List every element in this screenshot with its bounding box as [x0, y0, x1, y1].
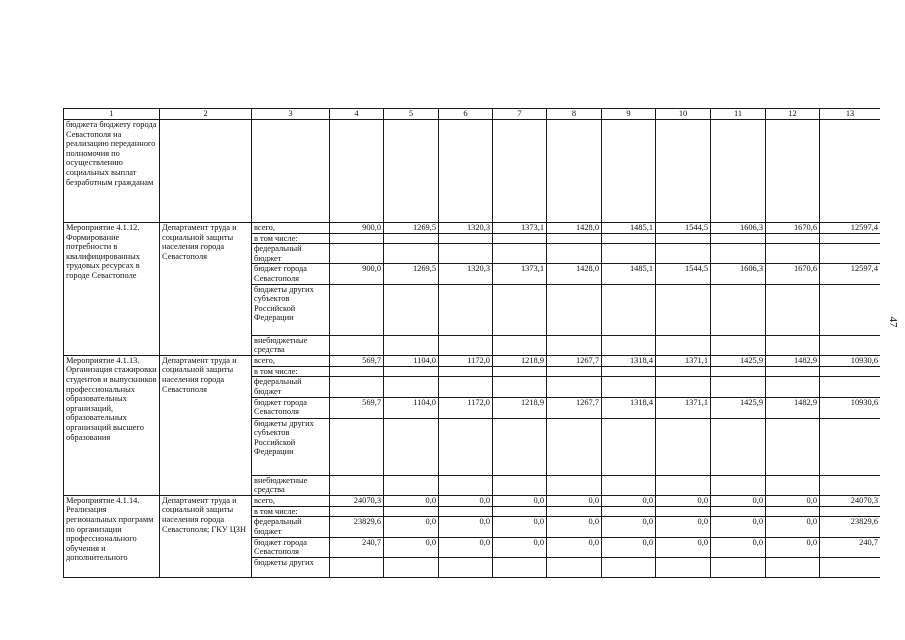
value-cell [439, 244, 493, 264]
value-cell: 1371,1 [656, 397, 711, 418]
value-cell: 1269,5 [384, 264, 439, 284]
value-cell [330, 366, 384, 377]
measure-title: Мероприятие 4.1.13. Организация стажировки студентов и выпускников профессиональных образовательных организаций, образовательных организаций высшего образования [64, 355, 160, 495]
value-cell: 240,7 [820, 537, 881, 557]
value-cell: 0,0 [602, 537, 656, 557]
value-cell [330, 233, 384, 244]
value-cell [711, 557, 766, 577]
budget-table [63, 108, 880, 578]
value-cell [384, 475, 439, 495]
value-cell: 0,0 [493, 517, 547, 537]
value-cell [820, 418, 881, 475]
value-cell [493, 335, 547, 355]
funding-source: всего, [252, 495, 330, 506]
table-row [64, 355, 881, 366]
value-cell [766, 366, 820, 377]
value-cell [493, 506, 547, 517]
page-number: 47 [887, 316, 899, 328]
value-cell [547, 244, 602, 264]
value-cell [330, 418, 384, 475]
value-cell: 1606,3 [711, 264, 766, 284]
value-cell [820, 377, 881, 397]
value-cell: 0,0 [439, 517, 493, 537]
header-cell: 4 [330, 109, 384, 120]
value-cell: 569,7 [330, 397, 384, 418]
header-cell: 11 [711, 109, 766, 120]
value-cell [766, 284, 820, 335]
funding-source: бюджет города Севастополя [252, 537, 330, 557]
value-cell: 10930,6 [820, 355, 881, 366]
measure-title: Мероприятие 4.1.14. Реализация региональных программ по организации профессионального обучения и дополнительного [64, 495, 160, 577]
value-cell [711, 233, 766, 244]
value-cell [439, 475, 493, 495]
value-cell: 1371,1 [656, 355, 711, 366]
value-cell: 0,0 [384, 537, 439, 557]
value-cell [330, 475, 384, 495]
value-cell [439, 506, 493, 517]
header-cell: 1 [64, 109, 160, 120]
table-row [64, 223, 881, 234]
value-cell: 1670,6 [766, 264, 820, 284]
header-cell: 9 [602, 109, 656, 120]
budget-table-sheet [63, 108, 880, 619]
funding-source: бюджет города Севастополя [252, 264, 330, 284]
value-cell: 569,7 [330, 355, 384, 366]
value-cell [439, 366, 493, 377]
value-cell [547, 335, 602, 355]
value-cell: 0,0 [711, 495, 766, 506]
header-cell: 13 [820, 109, 881, 120]
value-cell [820, 244, 881, 264]
empty-cell [384, 120, 439, 223]
value-cell: 23829,6 [330, 517, 384, 537]
value-cell: 1428,0 [547, 223, 602, 234]
value-cell [766, 418, 820, 475]
value-cell: 1425,9 [711, 397, 766, 418]
empty-cell [160, 120, 252, 223]
value-cell [493, 418, 547, 475]
value-cell [547, 366, 602, 377]
value-cell: 1172,0 [439, 355, 493, 366]
value-cell [493, 377, 547, 397]
empty-cell [602, 120, 656, 223]
value-cell: 0,0 [602, 495, 656, 506]
value-cell [602, 366, 656, 377]
value-cell: 0,0 [439, 495, 493, 506]
value-cell: 1428,0 [547, 264, 602, 284]
value-cell [384, 335, 439, 355]
value-cell [602, 335, 656, 355]
value-cell: 0,0 [547, 495, 602, 506]
value-cell: 1485,1 [602, 223, 656, 234]
value-cell: 23829,6 [820, 517, 881, 537]
value-cell [656, 244, 711, 264]
value-cell [547, 377, 602, 397]
value-cell [711, 377, 766, 397]
header-cell: 3 [252, 109, 330, 120]
value-cell [547, 418, 602, 475]
value-cell: 1172,0 [439, 397, 493, 418]
value-cell: 0,0 [493, 537, 547, 557]
funding-source: в том числе: [252, 233, 330, 244]
value-cell [602, 377, 656, 397]
value-cell [766, 335, 820, 355]
value-cell [384, 366, 439, 377]
funding-source: в том числе: [252, 366, 330, 377]
value-cell: 24070,3 [330, 495, 384, 506]
value-cell [602, 418, 656, 475]
funding-source: бюджет города Севастополя [252, 397, 330, 418]
value-cell: 0,0 [547, 517, 602, 537]
table-row [64, 120, 881, 223]
value-cell: 0,0 [766, 495, 820, 506]
value-cell: 1482,9 [766, 397, 820, 418]
value-cell: 1104,0 [384, 397, 439, 418]
value-cell: 1104,0 [384, 355, 439, 366]
value-cell: 1318,4 [602, 397, 656, 418]
value-cell: 1425,9 [711, 355, 766, 366]
value-cell [766, 244, 820, 264]
value-cell [711, 506, 766, 517]
measure-executor: Департамент труда и социальной защиты населения города Севастополя; ГКУ ЦЗН [160, 495, 252, 577]
value-cell [656, 418, 711, 475]
value-cell [439, 233, 493, 244]
value-cell [439, 557, 493, 577]
value-cell [711, 244, 766, 264]
value-cell [820, 284, 881, 335]
value-cell: 1267,7 [547, 397, 602, 418]
value-cell [656, 506, 711, 517]
value-cell [493, 366, 547, 377]
value-cell: 0,0 [384, 495, 439, 506]
value-cell [602, 284, 656, 335]
value-cell [384, 284, 439, 335]
value-cell [439, 335, 493, 355]
value-cell [493, 233, 547, 244]
value-cell: 1218,9 [493, 355, 547, 366]
header-cell: 8 [547, 109, 602, 120]
value-cell [547, 284, 602, 335]
empty-cell [493, 120, 547, 223]
funding-source: внебюджетные средства [252, 335, 330, 355]
value-cell [820, 335, 881, 355]
value-cell [820, 506, 881, 517]
value-cell: 0,0 [656, 517, 711, 537]
value-cell: 900,0 [330, 264, 384, 284]
value-cell: 0,0 [384, 517, 439, 537]
table-row [64, 495, 881, 506]
intro-text-cell: бюджета бюджету города Севастополя на реализацию переданного полномочия по осуществлению социальных выплат безработным гражданам [64, 120, 160, 223]
value-cell: 0,0 [711, 517, 766, 537]
header-cell: 6 [439, 109, 493, 120]
value-cell: 1670,6 [766, 223, 820, 234]
value-cell [656, 557, 711, 577]
value-cell [330, 284, 384, 335]
value-cell [384, 506, 439, 517]
measure-executor: Департамент труда и социальной защиты населения города Севастополя [160, 355, 252, 495]
value-cell [493, 244, 547, 264]
value-cell: 0,0 [766, 517, 820, 537]
value-cell: 0,0 [493, 495, 547, 506]
empty-cell [547, 120, 602, 223]
funding-source: федеральный бюджет [252, 377, 330, 397]
value-cell [602, 233, 656, 244]
value-cell [330, 377, 384, 397]
value-cell: 0,0 [656, 495, 711, 506]
value-cell [602, 557, 656, 577]
value-cell: 240,7 [330, 537, 384, 557]
funding-source: федеральный бюджет [252, 517, 330, 537]
value-cell: 0,0 [766, 537, 820, 557]
value-cell [330, 244, 384, 264]
value-cell [656, 377, 711, 397]
empty-cell [252, 120, 330, 223]
value-cell [330, 557, 384, 577]
empty-cell [330, 120, 384, 223]
value-cell [547, 233, 602, 244]
value-cell: 1482,9 [766, 355, 820, 366]
value-cell: 12597,4 [820, 223, 881, 234]
value-cell [820, 366, 881, 377]
value-cell: 0,0 [547, 537, 602, 557]
value-cell [711, 366, 766, 377]
value-cell [656, 335, 711, 355]
value-cell [820, 557, 881, 577]
value-cell [602, 475, 656, 495]
value-cell [384, 418, 439, 475]
value-cell: 1544,5 [656, 264, 711, 284]
value-cell: 0,0 [439, 537, 493, 557]
value-cell: 1320,3 [439, 264, 493, 284]
value-cell [711, 284, 766, 335]
value-cell [820, 475, 881, 495]
funding-source: федеральный бюджет [252, 244, 330, 264]
value-cell [711, 335, 766, 355]
header-cell: 2 [160, 109, 252, 120]
value-cell [439, 284, 493, 335]
value-cell: 1267,7 [547, 355, 602, 366]
empty-cell [439, 120, 493, 223]
value-cell [384, 377, 439, 397]
value-cell: 0,0 [656, 537, 711, 557]
header-cell: 7 [493, 109, 547, 120]
value-cell: 1485,1 [602, 264, 656, 284]
funding-source: бюджеты других [252, 557, 330, 577]
value-cell [330, 506, 384, 517]
value-cell: 1373,1 [493, 223, 547, 234]
value-cell: 1320,3 [439, 223, 493, 234]
value-cell [384, 233, 439, 244]
value-cell [493, 284, 547, 335]
header-row [64, 109, 881, 120]
empty-cell [656, 120, 711, 223]
value-cell: 0,0 [602, 517, 656, 537]
empty-cell [766, 120, 820, 223]
value-cell: 24070,3 [820, 495, 881, 506]
value-cell [547, 506, 602, 517]
value-cell [602, 506, 656, 517]
value-cell [384, 244, 439, 264]
empty-cell [820, 120, 881, 223]
value-cell [439, 418, 493, 475]
funding-source: всего, [252, 355, 330, 366]
value-cell [766, 557, 820, 577]
measure-executor: Департамент труда и социальной защиты населения города Севастополя [160, 223, 252, 356]
value-cell [547, 475, 602, 495]
funding-source: бюджеты других субъектов Российской Федерации [252, 284, 330, 335]
value-cell [656, 475, 711, 495]
value-cell [656, 366, 711, 377]
value-cell: 10930,6 [820, 397, 881, 418]
value-cell [766, 233, 820, 244]
value-cell: 1606,3 [711, 223, 766, 234]
value-cell [766, 475, 820, 495]
value-cell [547, 557, 602, 577]
header-cell: 12 [766, 109, 820, 120]
header-cell: 10 [656, 109, 711, 120]
value-cell [766, 506, 820, 517]
value-cell: 0,0 [711, 537, 766, 557]
value-cell [820, 233, 881, 244]
value-cell [330, 335, 384, 355]
value-cell: 1218,9 [493, 397, 547, 418]
value-cell [493, 475, 547, 495]
value-cell [384, 557, 439, 577]
funding-source: внебюджетные средства [252, 475, 330, 495]
value-cell: 1318,4 [602, 355, 656, 366]
measure-title: Мероприятие 4.1.12. Формирование потребности в квалифицированных трудовых ресурсах в городе Севастополе [64, 223, 160, 356]
value-cell [602, 244, 656, 264]
header-cell: 5 [384, 109, 439, 120]
value-cell [711, 475, 766, 495]
value-cell [656, 233, 711, 244]
funding-source: бюджеты других субъектов Российской Федерации [252, 418, 330, 475]
value-cell [766, 377, 820, 397]
value-cell: 900,0 [330, 223, 384, 234]
value-cell: 1544,5 [656, 223, 711, 234]
value-cell: 1373,1 [493, 264, 547, 284]
empty-cell [711, 120, 766, 223]
funding-source: всего, [252, 223, 330, 234]
value-cell [656, 284, 711, 335]
value-cell [493, 557, 547, 577]
value-cell: 1269,5 [384, 223, 439, 234]
value-cell [439, 377, 493, 397]
value-cell [711, 418, 766, 475]
value-cell: 12597,4 [820, 264, 881, 284]
funding-source: в том числе: [252, 506, 330, 517]
